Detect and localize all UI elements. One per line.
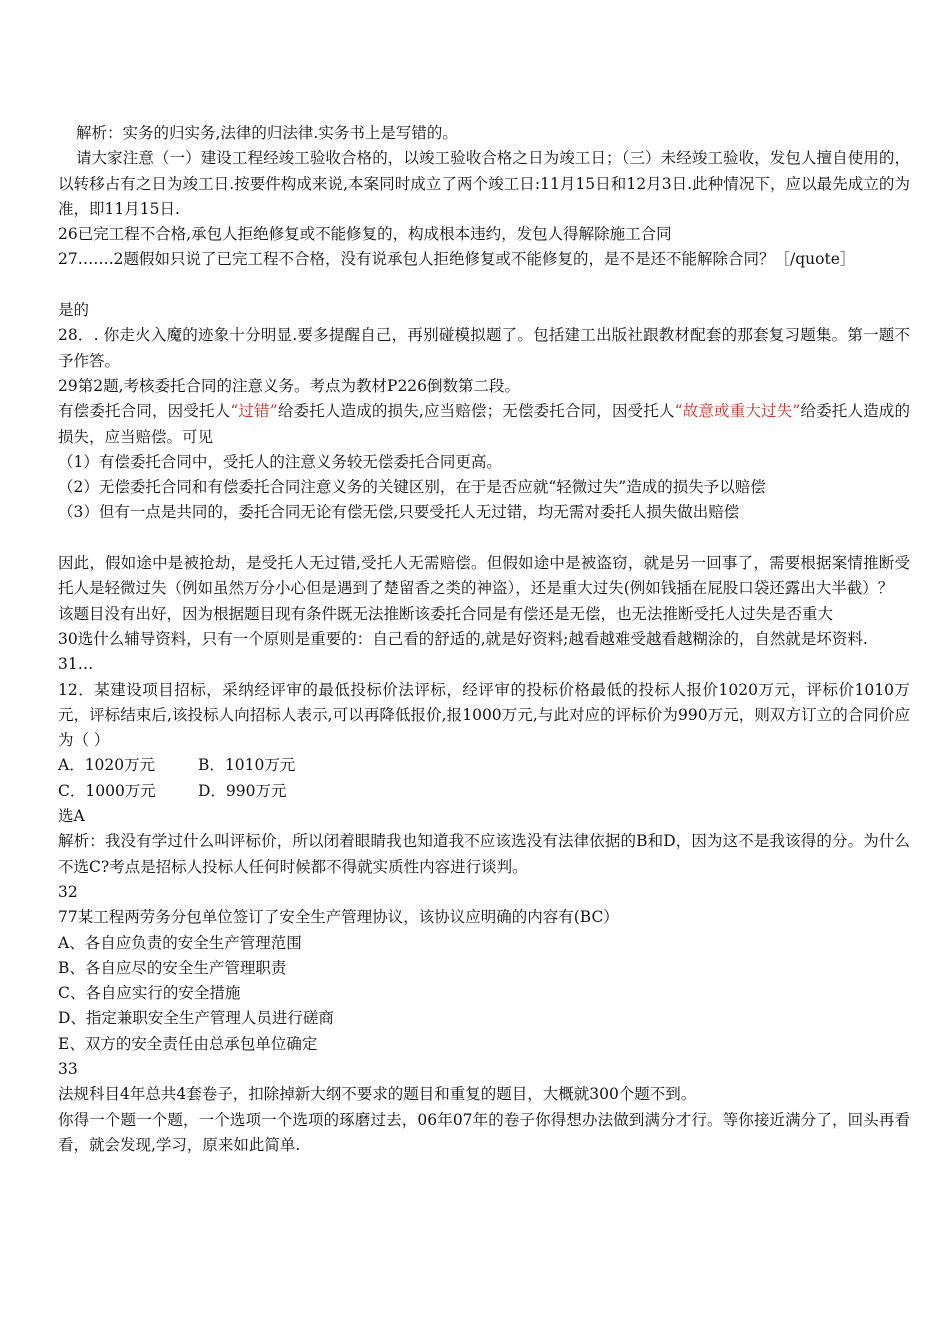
choice-d: D、指定兼职安全生产管理人员进行磋商 [58,1009,334,1028]
entrustment-text-1: 有偿委托合同，因受托人 [58,402,231,421]
item-30: 30选什么辅导资料，只有一个原则是重要的：自己看的舒适的,就是好资料;越看越难受越看越糊涂的，自然就是坏资料. [58,629,868,648]
question-12: 12．某建设项目招标，采纳经评审的最低投标价法评标，经评审的投标价格最低的投标人报价1020万元，评标价1010万元，评标结束后,该投标人向招标人表示,可以再降低报价,报1000万元,与此对应的评标价为990万元，则双方订立的合同价应为（ ） [58,680,910,750]
entrustment-text-2: 给委托人造成的损失,应当赔偿；无偿委托合同，因受托人 [277,402,675,421]
completion-date-paragraph: 请大家注意（一）建设工程经竣工验收合格的，以竣工验收合格之日为竣工日；（三）未经竣工验收，发包人擅自使用的，以转移占有之日为竣工日.按要件构成来说,本案同时成立了两个竣工日:11月15日和12月3日.此种情况下，应以最先成立的为准，即11月15日. [58,149,910,218]
entrustment-paragraph [58,399,910,450]
option-d: D．990万元 [198,781,287,800]
robbery-paragraph: 因此，假如途中是被抢劫，是受托人无过错,受托人无需赔偿。但假如途中是被盗窃，就是另一回事了，需要根据案情推断受托人是轻微过失（例如虽然万分小心但是遇到了楚留香之类的神盗），还是重大过失(例如钱插在屁股口袋还露出大半截）？ [58,554,910,598]
point-3: （3）但有一点是共同的，委托合同无论有偿无偿,只要受托人无过错，均无需对委托人损失做出赔偿 [58,503,740,522]
item-31: 31… [58,655,94,674]
document-body [58,121,910,1158]
choice-b: B、各自应尽的安全生产管理职责 [58,958,287,977]
item-29: 29第2题,考核委托合同的注意义务。考点为教材P226倒数第二段。 [58,376,521,395]
analysis-paragraph-1: 解析：实务的归实务,法律的归法律.实务书上是写错的。 [76,124,458,142]
option-b: B．1010万元 [198,756,296,775]
answer-a: 选A [58,807,85,826]
choice-c: C、各自应实行的安全措施 [58,984,241,1003]
analysis-paragraph-2: 解析：我没有学过什么叫评标价，所以闭着眼睛我也知道我不应该选没有法律依据的B和D，因为这不是我该得的分。为什么不选C?考点是招标人投标人任何时候都不得就实质性内容进行谈判。 [58,832,910,876]
item-28: 28．. 你走火入魔的迹象十分明显.要多提醒自己，再别碰模拟题了。包括建工出版社跟教材配套的那套复习题集。第一题不予作答。 [58,326,910,370]
options-row-2 [58,779,910,804]
choice-a: A、各自应负责的安全生产管理范围 [58,933,302,952]
point-2: （2）无偿委托合同和有偿委托合同注意义务的关键区别，在于是否应就“轻微过失”造成的损失予以赔偿 [58,478,766,497]
blank-line [58,273,910,298]
entrustment-text-3: 给委托人造成的损失，应当赔偿。可见 [58,402,910,446]
item-27: 27…….2题假如只说了已完工程不合格，没有说承包人拒绝修复或不能修复的，是不是还不能解除合同？［/quote］ [58,250,856,269]
answer-yes: 是的 [58,301,90,320]
option-c: C．1000万元 [58,781,156,800]
point-1: （1）有偿委托合同中，受托人的注意义务较无偿委托合同更高。 [58,452,502,471]
blank-line [58,526,910,551]
question-77: 77某工程两劳务分包单位签订了安全生产管理协议，该协议应明确的内容有(BC） [58,908,619,927]
highlight-gross-negligence: “故意或重大过失” [674,402,801,421]
highlight-fault: “过错” [230,402,278,421]
study-advice-paragraph: 你得一个题一个题，一个选项一个选项的琢磨过去，06年07年的卷子你得想办法做到满分才行。等你接近满分了，回头再看看，就会发现,学习，原来如此简单. [58,1110,910,1154]
option-a: A．1020万元 [58,756,156,775]
options-row-1 [58,753,910,778]
item-33: 33 [58,1059,78,1078]
choice-e: E、双方的安全责任由总承包单位确定 [58,1034,318,1053]
question-critique: 该题目没有出好，因为根据题目现有条件既无法推断该委托合同是有偿还是无偿，也无法推断受托人过失是否重大 [58,604,834,623]
regulation-paragraph: 法规科目4年总共4套卷子，扣除掉新大纲不要求的题目和重复的题目，大概就300个题不到。 [58,1085,697,1104]
item-26: 26已完工程不合格,承包人拒绝修复或不能修复的，构成根本违约，发包人得解除施工合同 [58,225,672,244]
item-32: 32 [58,882,78,901]
